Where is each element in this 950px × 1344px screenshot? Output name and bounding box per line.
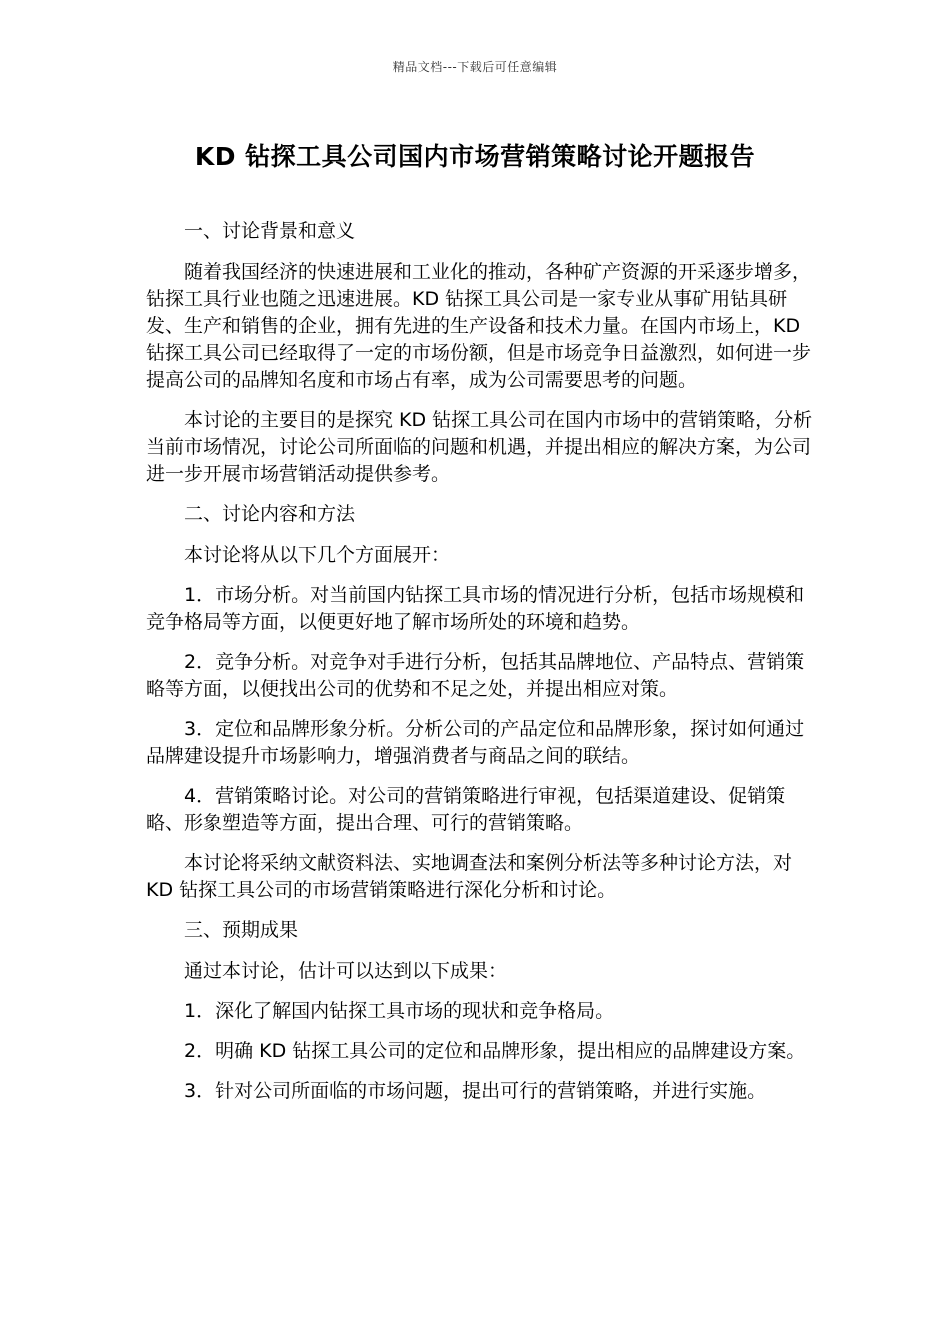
- header-note: 精品文档---下载后可任意编辑: [392, 60, 558, 74]
- paragraph-background: 随着我国经济的快速进展和工业化的推动，各种矿产资源的开采逐步增多，钻探工具行业也随之迅速进展。KD 钻探工具公司是一家专业从事矿用钻具研发、生产和销售的企业，拥有先进的生产设备和技术力量。在国内市场上，KD 钻探工具公司已经取得了一定的市场份额，但是市场竞争日益激烈，如何进一步提高公司的品牌知名度和市场占有率，成为公司需要思考的问题。: [146, 261, 812, 391]
- section-heading-background: 一、讨论背景和意义: [184, 220, 356, 242]
- list-item-outcome-3: 3．针对公司所面临的市场问题，提出可行的营销策略，并进行实施。: [184, 1080, 767, 1102]
- paragraph-methods: 本讨论将采纳文献资料法、实地调查法和案例分析法等多种讨论方法，对 KD 钻探工具公司的市场营销策略进行深化分析和讨论。: [146, 852, 793, 901]
- document-title: KD 钻探工具公司国内市场营销策略讨论开题报告: [194, 142, 756, 171]
- list-item-market-analysis: 1．市场分析。对当前国内钻探工具市场的情况进行分析，包括市场规模和竞争格局等方面，以便更好地了解市场所处的环境和趋势。: [146, 584, 805, 633]
- list-item-outcome-2: 2．明确 KD 钻探工具公司的定位和品牌形象，提出相应的品牌建设方案。: [184, 1040, 806, 1062]
- list-item-outcome-1: 1．深化了解国内钻探工具市场的现状和竞争格局。: [184, 1000, 615, 1022]
- paragraph-purpose: 本讨论的主要目的是探究 KD 钻探工具公司在国内市场中的营销策略，分析当前市场情况，讨论公司所面临的问题和机遇，并提出相应的解决方案，为公司进一步开展市场营销活动提供参考。: [146, 409, 813, 485]
- document-body: [146, 218, 814, 1118]
- section-heading-content: 二、讨论内容和方法: [184, 503, 356, 525]
- paragraph-intro-aspects: 本讨论将从以下几个方面展开：: [184, 544, 451, 566]
- list-item-competition-analysis: 2．竞争分析。对竞争对手进行分析，包括其品牌地位、产品特点、营销策略等方面，以便找出公司的优势和不足之处，并提出相应对策。: [146, 651, 805, 700]
- list-item-brand-analysis: 3．定位和品牌形象分析。分析公司的产品定位和品牌形象，探讨如何通过品牌建设提升市场影响力，增强消费者与商品之间的联结。: [146, 718, 805, 767]
- paragraph-intro-outcomes: 通过本讨论，估计可以达到以下成果：: [184, 960, 508, 982]
- list-item-marketing-strategy: 4．营销策略讨论。对公司的营销策略进行审视，包括渠道建设、促销策略、形象塑造等方面，提出合理、可行的营销策略。: [146, 785, 786, 834]
- section-heading-outcomes: 三、预期成果: [184, 919, 299, 941]
